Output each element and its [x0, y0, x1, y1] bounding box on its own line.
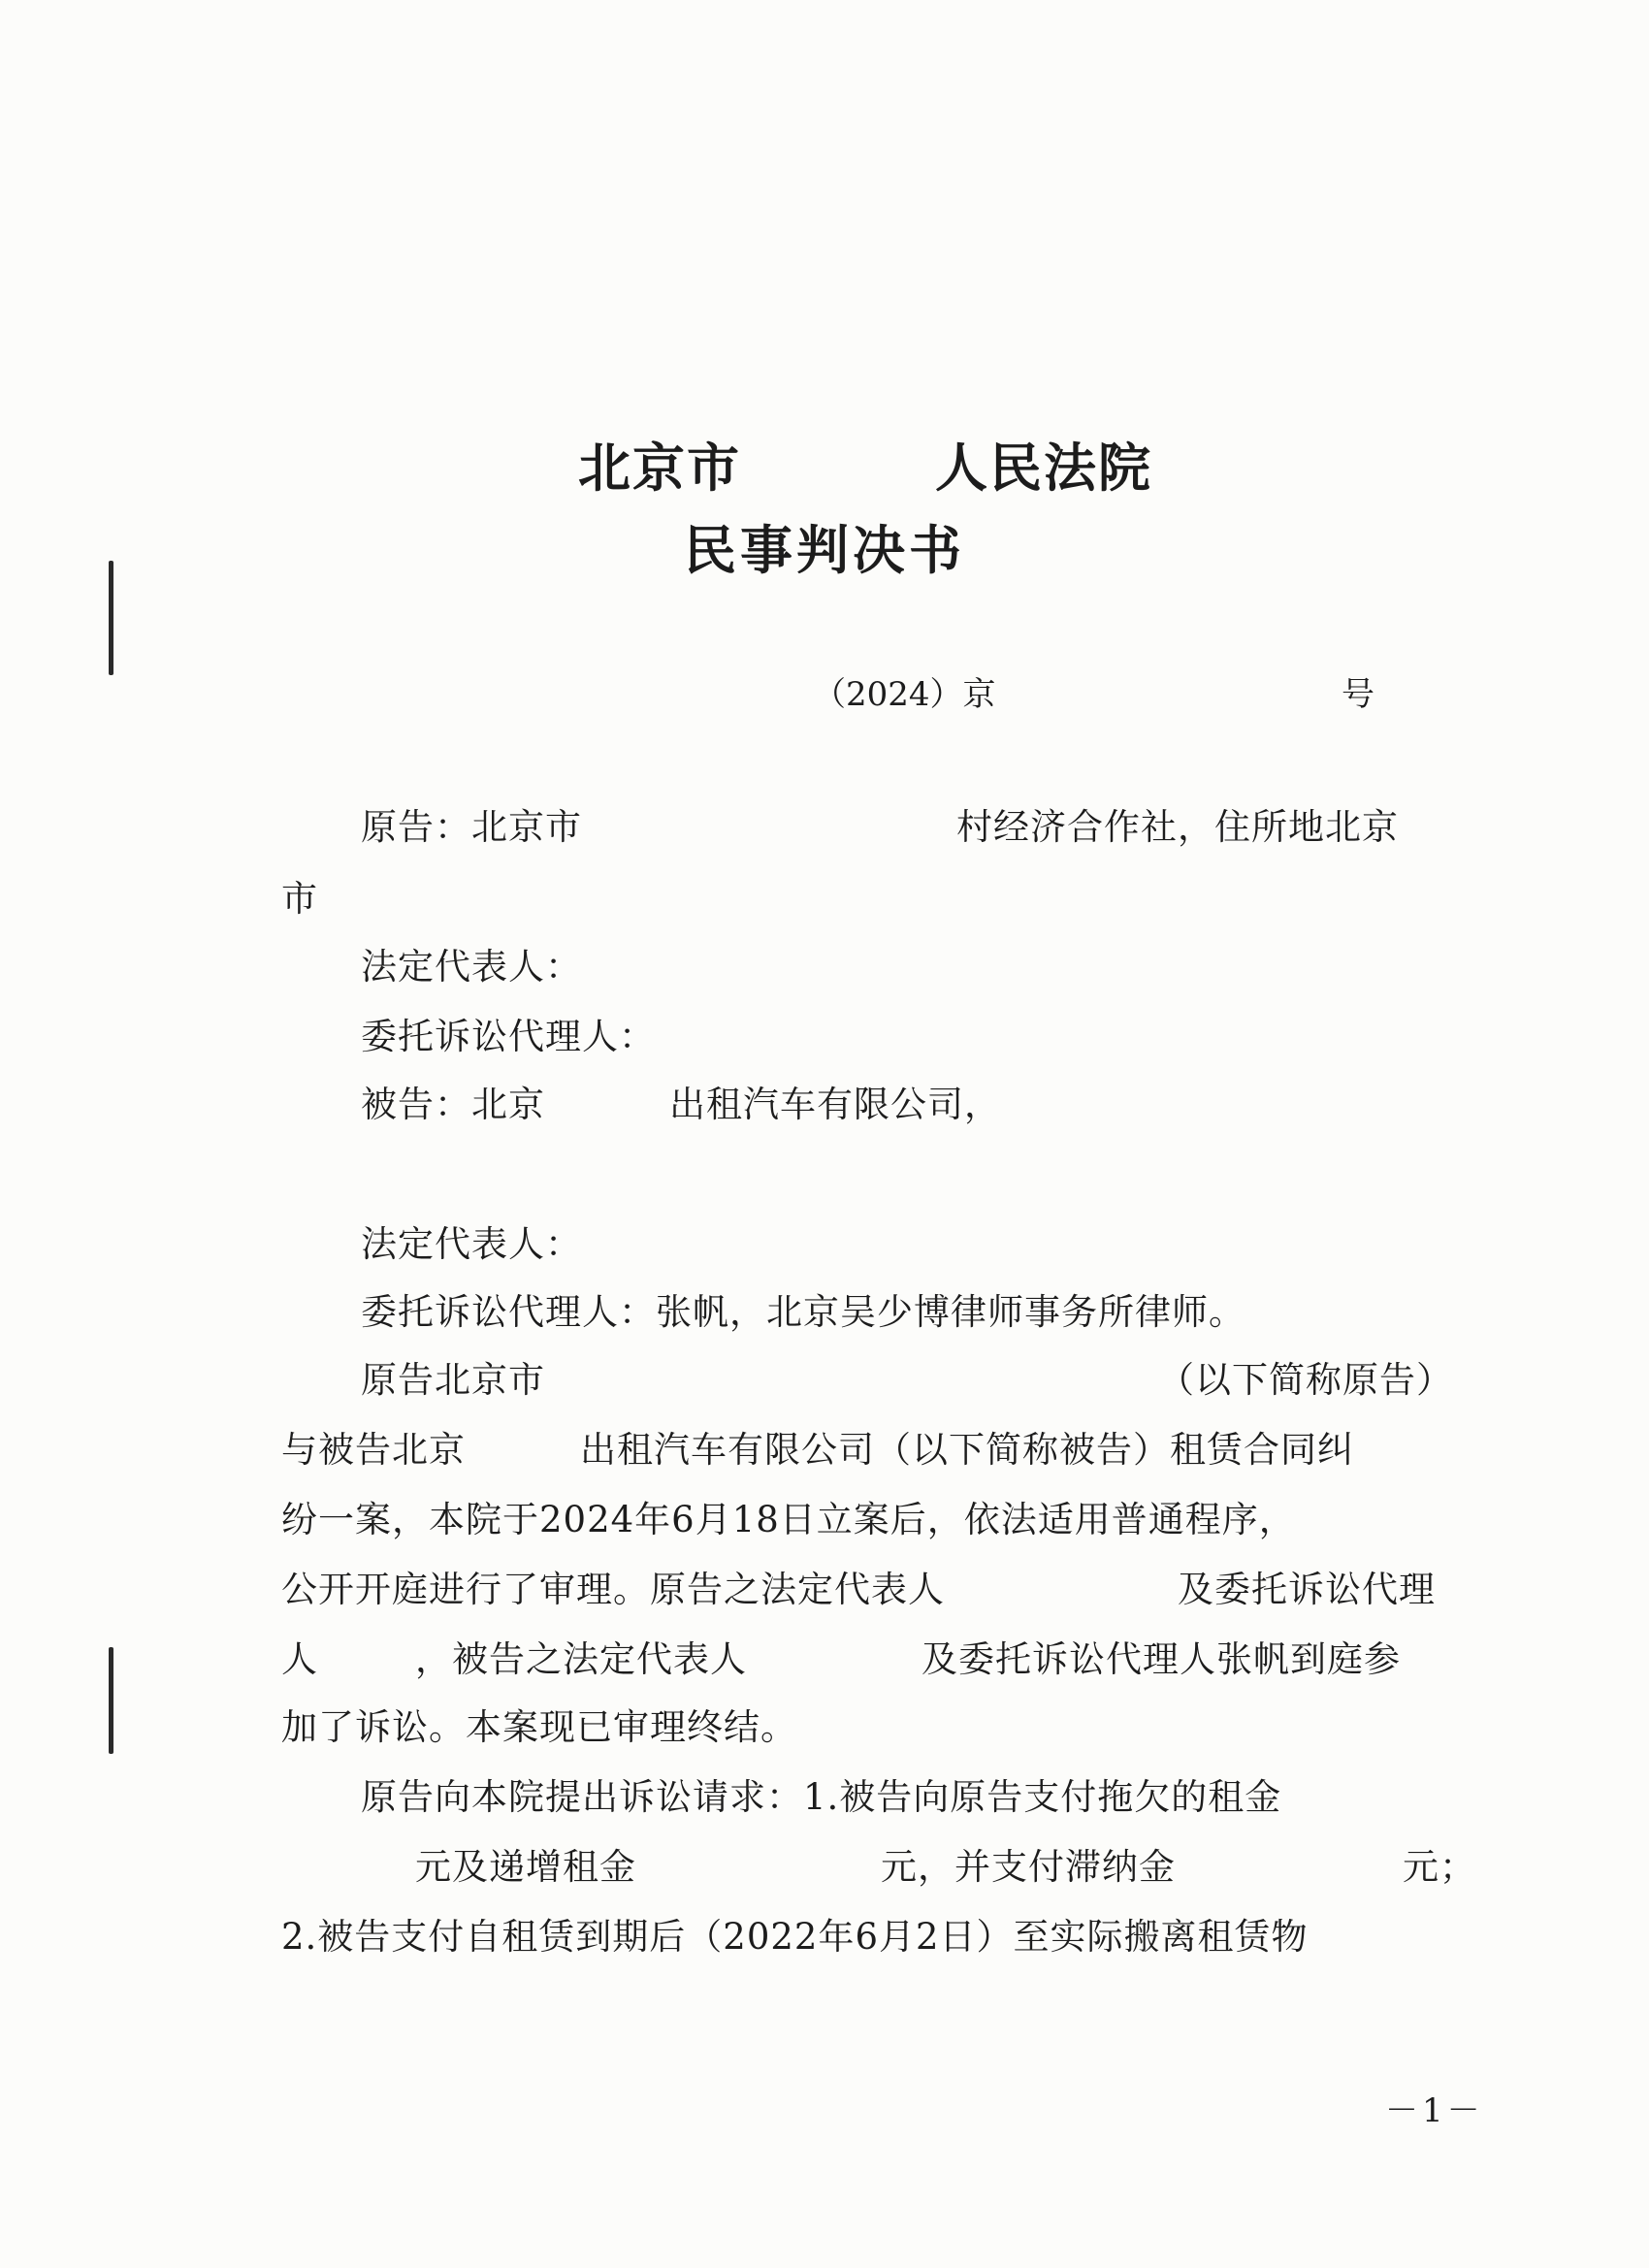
text-line: 法定代表人：: [361, 1223, 582, 1265]
text-line: 加了诉讼。本案现已审理终结。: [281, 1706, 797, 1748]
text-line: 市: [281, 878, 318, 920]
text-line: 出租汽车有限公司（以下简称被告）租赁合同纠: [580, 1429, 1354, 1471]
text-line: 委托诉讼代理人：张帆，北京吴少博律师事务所律师。: [361, 1291, 1245, 1333]
text-line: （以下简称原告）: [1158, 1359, 1453, 1401]
text-line: 元及递增租金: [415, 1846, 636, 1888]
text-line: 原告：北京市: [361, 806, 582, 848]
text-line: 及委托诉讼代理人张帆到庭参: [922, 1638, 1401, 1680]
court-name-right: 人民法院: [935, 437, 1152, 499]
text-line: 原告向本院提出诉讼请求：1.被告向原告支付拖欠的租金: [361, 1776, 1282, 1818]
text-line: 村经济合作社，住所地北京: [956, 806, 1399, 848]
text-line: 委托诉讼代理人：: [361, 1016, 656, 1057]
page-number: －1－: [1385, 2091, 1484, 2130]
text-line: 纷一案，本院于2024年6月18日立案后，依法适用普通程序，: [281, 1499, 1296, 1540]
court-name-left: 北京市: [578, 437, 741, 499]
text-line: 2.被告支付自租赁到期后（2022年6月2日）至实际搬离租赁物: [281, 1916, 1309, 1958]
text-line: 人: [281, 1638, 318, 1680]
text-line: 公开开庭进行了审理。原告之法定代表人: [281, 1569, 945, 1610]
case-number-suffix: 号: [1342, 675, 1374, 714]
margin-mark: [109, 1647, 113, 1754]
text-line: 法定代表人：: [361, 946, 582, 988]
text-line: 及委托诉讼代理: [1178, 1569, 1436, 1610]
text-line: ，被告之法定代表人: [415, 1638, 747, 1680]
text-line: 与被告北京: [281, 1429, 466, 1471]
text-line: 原告北京市: [361, 1359, 545, 1401]
text-line: 元；: [1403, 1846, 1476, 1888]
text-line: 出租汽车有限公司，: [669, 1084, 1001, 1125]
case-number-prefix: （2024）京: [813, 675, 996, 714]
text-line: 元，并支付滞纳金: [881, 1846, 1176, 1888]
text-line: 被告：北京: [361, 1084, 545, 1125]
document-title: 民事判决书: [684, 520, 965, 581]
